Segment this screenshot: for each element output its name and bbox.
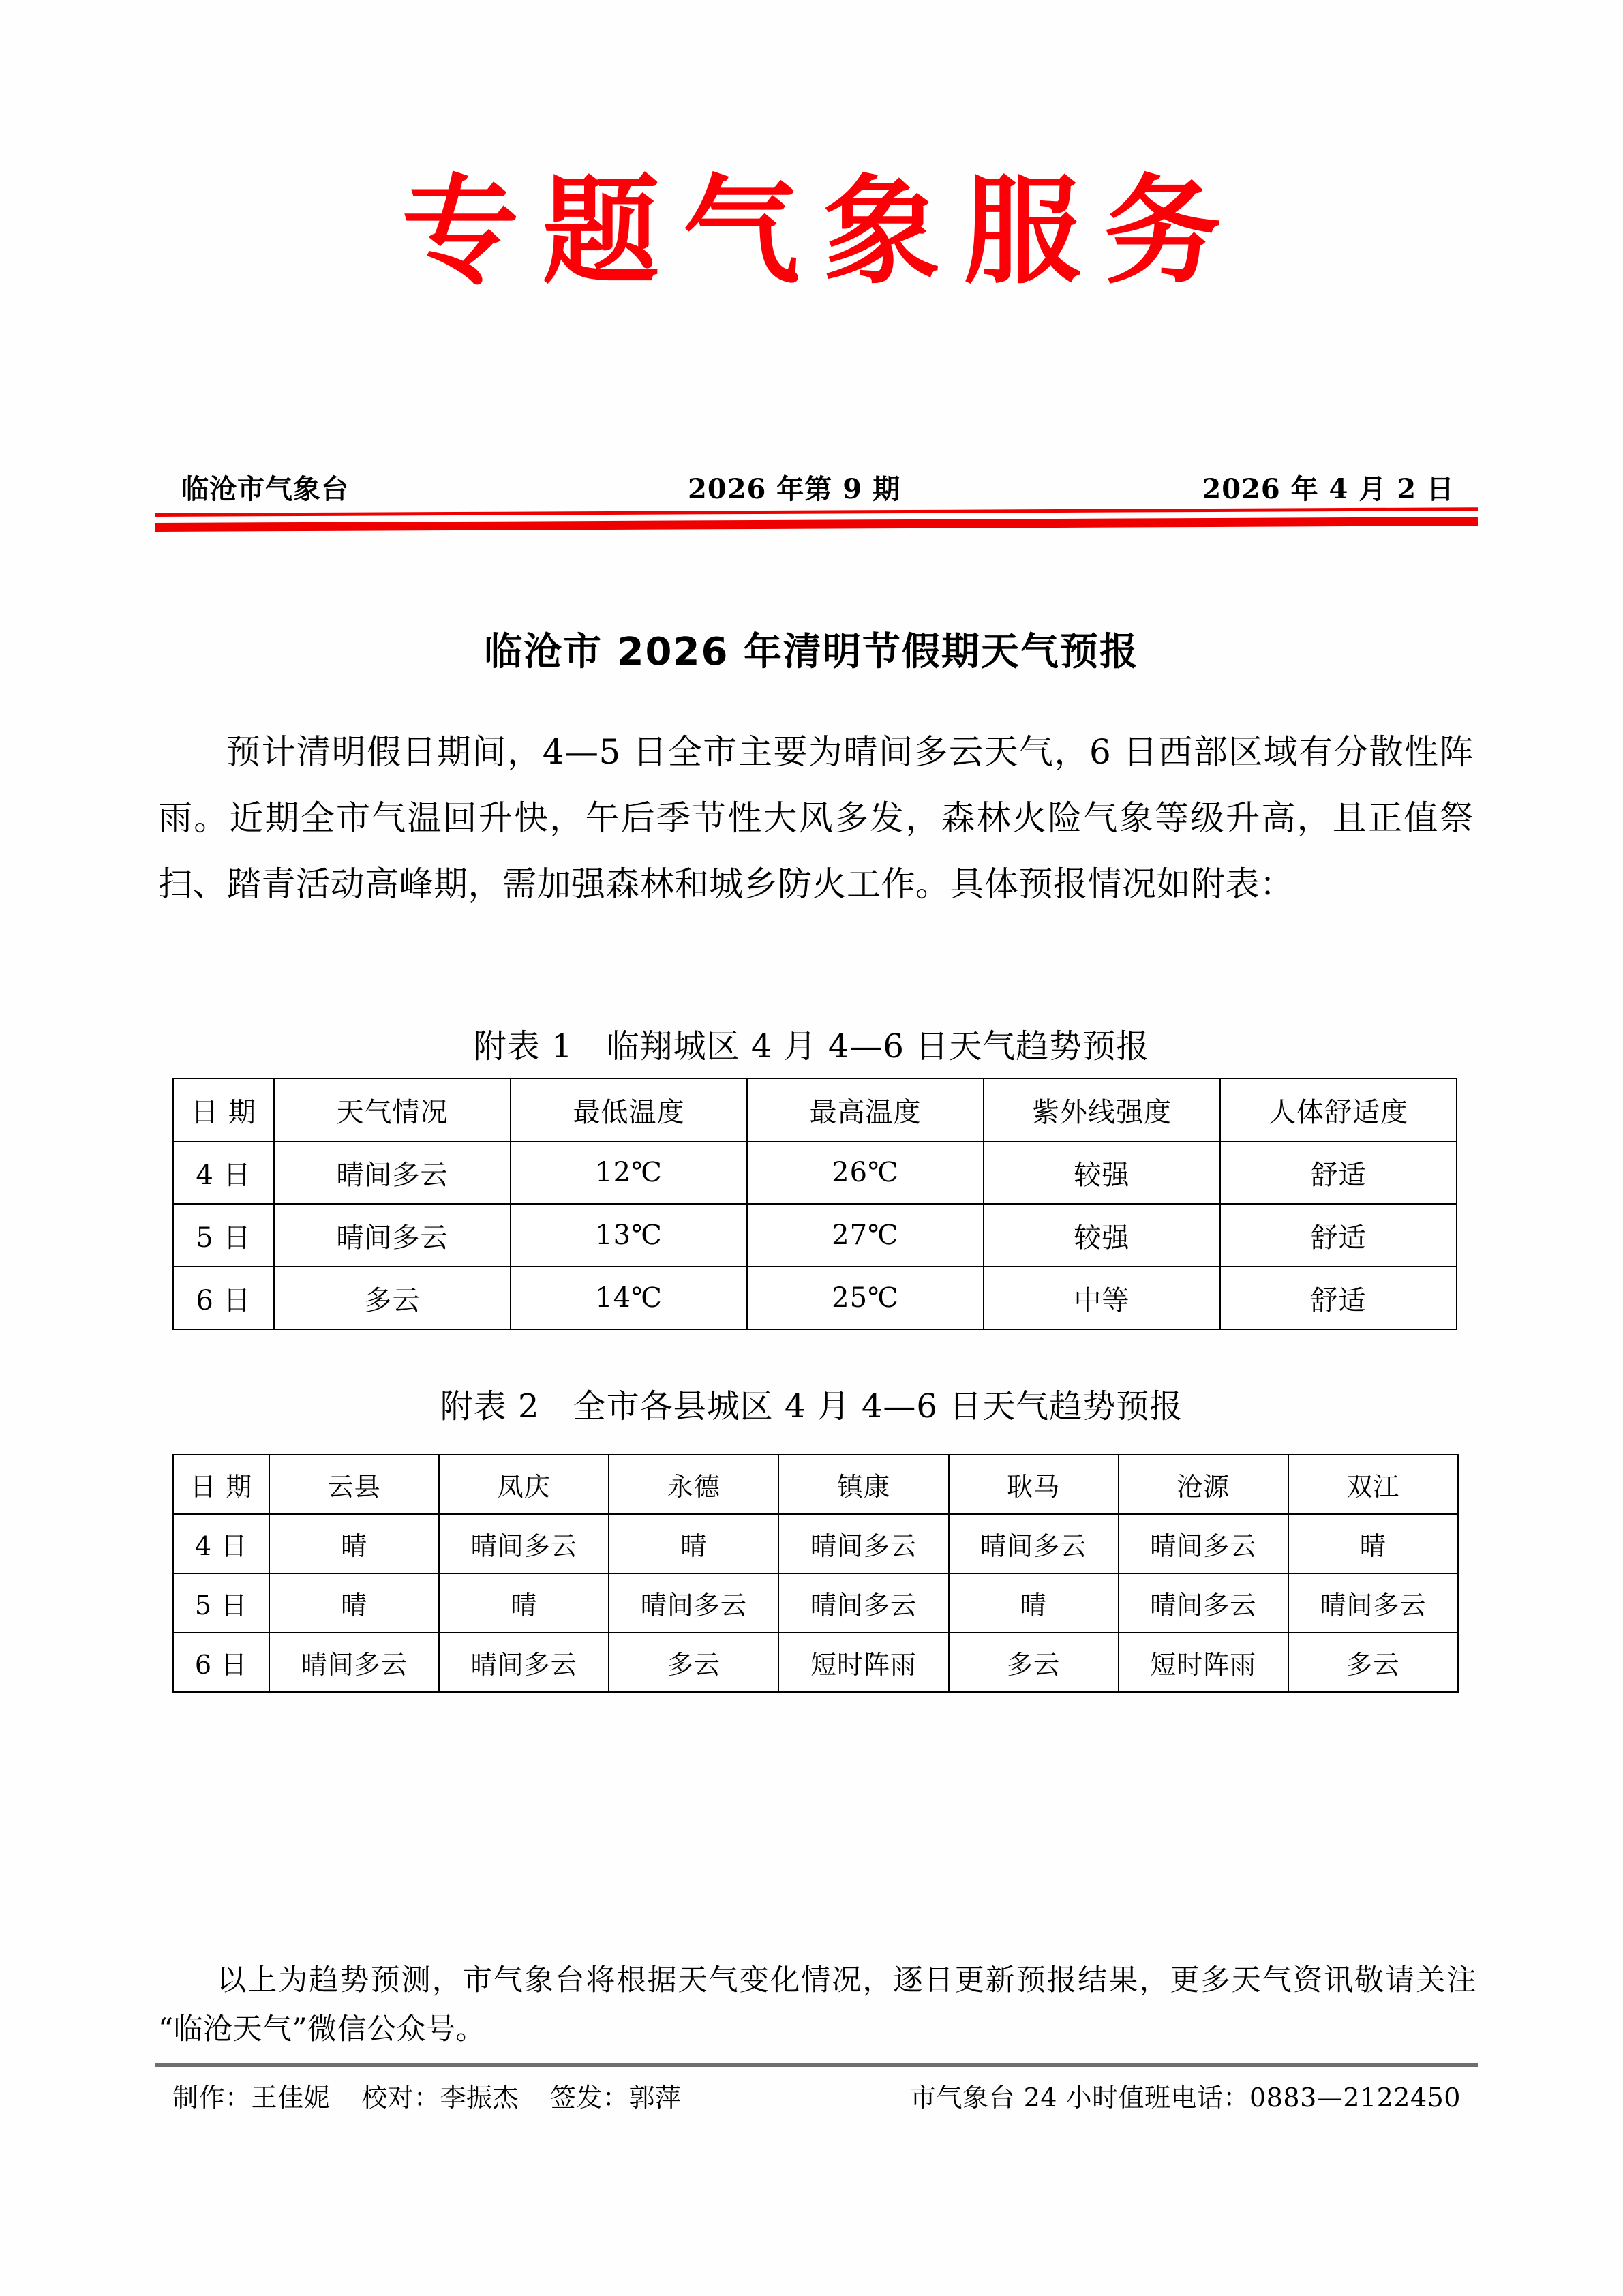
table-row [173,1267,1457,1329]
table-row [173,1514,1458,1573]
column-header: 凤庆 [439,1455,609,1514]
column-header: 天气情况 [274,1078,511,1141]
table-cell: 晴间多云 [1288,1573,1458,1633]
column-header: 沧源 [1119,1455,1288,1514]
credits-bar [172,2076,1468,2114]
divider-line-thin [155,507,1478,517]
column-header: 最低温度 [511,1078,747,1141]
table-cell: 13℃ [511,1204,747,1267]
issuing-office: 临沧市气象台 [181,473,349,505]
body-paragraph: 预计清明假日期间，4—5 日全市主要为晴间多云天气，6 日西部区域有分散性阵雨。近期全市气温回升快，午后季节性大风多发，森林火险气象等级升高，且正值祭扫、踏青活动高峰期，需加强森林和城乡防火工作。具体预报情况如附表： [158,732,1474,904]
column-header: 最高温度 [747,1078,984,1141]
table-cell: 6 日 [173,1267,274,1329]
issue-date: 2026 年 4 月 2 日 [1202,473,1455,505]
table-cell: 晴间多云 [1119,1514,1288,1573]
duty-hotline: 市气象台 24 小时值班电话：0883—2122450 [910,2083,1461,2113]
table-cell: 晴间多云 [778,1514,948,1573]
county-forecast-table [172,1454,1459,1693]
table-row [173,1204,1457,1267]
table-cell: 晴间多云 [439,1633,609,1692]
column-header: 云县 [269,1455,439,1514]
table-row [173,1573,1458,1633]
table-cell: 晴间多云 [949,1514,1119,1573]
masthead-title: 专题气象服务 [401,163,1245,300]
table-row [173,1141,1457,1204]
column-header: 紫外线强度 [984,1078,1220,1141]
column-header: 镇康 [778,1455,948,1514]
table-cell: 短时阵雨 [1119,1633,1288,1692]
table-cell: 5 日 [173,1573,269,1633]
divider-line-thick [155,517,1478,532]
table-cell: 4 日 [173,1514,269,1573]
table-cell: 14℃ [511,1267,747,1329]
table-cell: 晴 [1288,1514,1458,1573]
table-cell: 晴 [949,1573,1119,1633]
table-cell: 较强 [984,1141,1220,1204]
table-row [173,1633,1458,1692]
table-cell: 晴间多云 [439,1514,609,1573]
table-cell: 晴间多云 [274,1141,511,1204]
table-cell: 晴间多云 [778,1573,948,1633]
credits-names [172,2076,682,2114]
table-cell: 5 日 [173,1204,274,1267]
table-cell: 晴 [439,1573,609,1633]
table-cell: 26℃ [747,1141,984,1204]
credits-divider [155,2063,1478,2067]
page-title: 临沧市 2026 年清明节假期天气预报 [484,630,1139,674]
table-cell: 4 日 [173,1141,274,1204]
footer-note: 以上为趋势预测，市气象台将根据天气变化情况，逐日更新预报结果，更多天气资讯敬请关注“临沧天气”微信公众号。 [158,1963,1476,2046]
table-cell: 舒适 [1220,1267,1457,1329]
table-cell: 舒适 [1220,1141,1457,1204]
proofreader-credit: 校对：李振杰 [361,2083,519,2113]
table-cell: 多云 [1288,1633,1458,1692]
masthead-divider [155,513,1478,534]
table-cell: 晴 [269,1573,439,1633]
table-cell: 晴间多云 [269,1633,439,1692]
producer-credit: 制作：王佳妮 [172,2083,331,2113]
table-cell: 晴间多云 [609,1573,778,1633]
linxiang-forecast-table [172,1078,1457,1330]
issuer-credit: 签发：郭萍 [550,2083,682,2113]
table-cell: 晴 [609,1514,778,1573]
issue-bar [181,468,1455,507]
table-cell: 12℃ [511,1141,747,1204]
table-cell: 晴 [269,1514,439,1573]
masthead [0,163,1623,300]
table-header-row [173,1078,1457,1141]
column-header: 永德 [609,1455,778,1514]
table-cell: 舒适 [1220,1204,1457,1267]
table-2-caption: 附表 2 全市各县城区 4 月 4—6 日天气趋势预报 [440,1387,1183,1425]
table-cell: 多云 [609,1633,778,1692]
column-header: 日 期 [173,1078,274,1141]
table-header-row [173,1455,1458,1514]
table-cell: 晴间多云 [274,1204,511,1267]
column-header: 耿马 [949,1455,1119,1514]
table-1-caption: 附表 1 临翔城区 4 月 4—6 日天气趋势预报 [473,1027,1150,1066]
column-header: 双江 [1288,1455,1458,1514]
table-cell: 多云 [949,1633,1119,1692]
table-cell: 中等 [984,1267,1220,1329]
table-cell: 晴间多云 [1119,1573,1288,1633]
table-cell: 27℃ [747,1204,984,1267]
column-header: 日 期 [173,1455,269,1514]
table-cell: 较强 [984,1204,1220,1267]
table-cell: 短时阵雨 [778,1633,948,1692]
column-header: 人体舒适度 [1220,1078,1457,1141]
table-cell: 25℃ [747,1267,984,1329]
issue-number: 2026 年第 9 期 [688,473,900,505]
table-cell: 6 日 [173,1633,269,1692]
table-cell: 多云 [274,1267,511,1329]
